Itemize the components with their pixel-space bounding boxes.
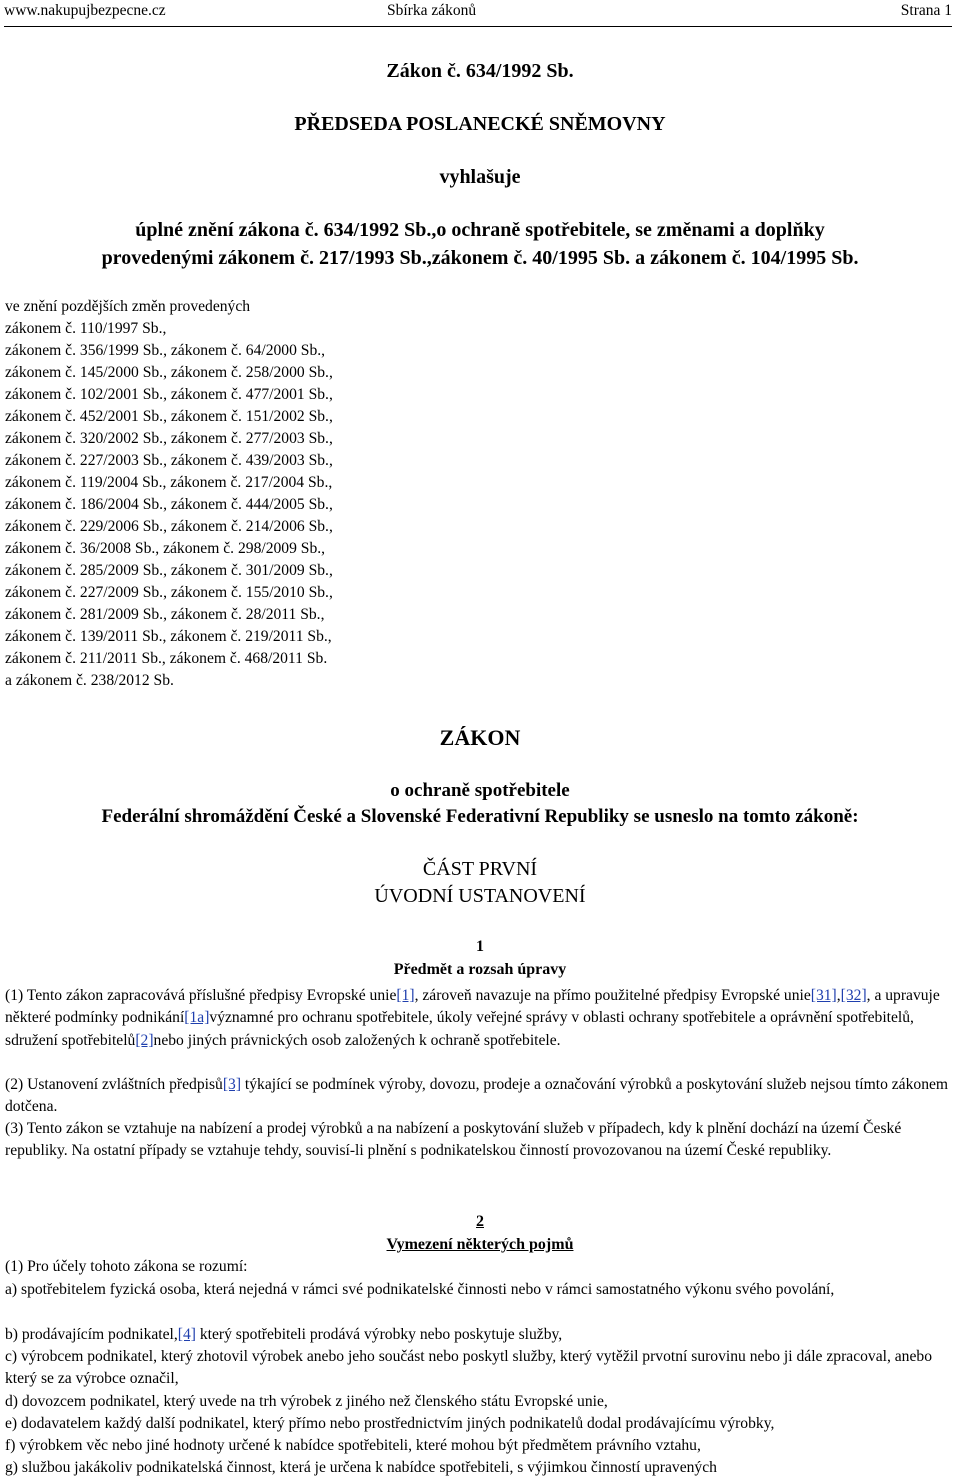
definition-g: g) službou jakákoliv podnikatelská činnost, která je určena k nabídce spotřebiteli, s výjimkou činností upravených <box>5 1459 717 1476</box>
issuer: PŘEDSEDA POSLANECKÉ SNĚMOVNY <box>294 113 666 135</box>
amendment-line: zákonem č. 36/2008 Sb., zákonem č. 298/2009 Sb., <box>5 540 326 557</box>
amendment-line: zákonem č. 227/2009 Sb., zákonem č. 155/2010 Sb., <box>5 584 333 601</box>
site-url[interactable]: www.nakupujbezpecne.cz <box>4 2 166 19</box>
definition-a: a) spotřebitelem fyzická osoba, která nejedná v rámci své podnikatelské činnosti nebo v rámci samostatného výkonu svého povolání, <box>5 1281 835 1298</box>
footnote-link[interactable]: [1a] <box>184 1009 210 1027</box>
amendment-line: a zákonem č. 238/2012 Sb. <box>5 672 174 689</box>
amendment-line: zákonem č. 110/1997 Sb., <box>5 320 167 337</box>
law-number: Zákon č. 634/1992 Sb. <box>386 60 574 82</box>
section-2-intro: (1) Pro účely tohoto zákona se rozumí: <box>5 1258 248 1275</box>
zakon-heading: ZÁKON <box>439 725 521 750</box>
amendment-line: zákonem č. 227/2003 Sb., zákonem č. 439/2003 Sb., <box>5 452 333 469</box>
collection-name: Sbírka zákonů <box>387 2 477 19</box>
amendment-line: zákonem č. 356/1999 Sb., zákonem č. 64/2000 Sb., <box>5 342 326 359</box>
definition-e: e) dodavatelem každý další podnikatel, který přímo nebo prostřednictvím jiných podnikatelů dodal prodávajícímu výrobky, <box>5 1415 775 1432</box>
section-1-paragraph-1: (1) Tento zákon zapracovává příslušné předpisy Evropské unie[1], zároveň navazuje na přímo použitelné předpisy Evropské unie[31],[32], a upravuje některé podmínky podnikání[1a]významné pro ochranu spotřebitele, úkoly veřejné správy v oblasti ochrany spotřebitele a oprávnění spotřebitelů, sdružení spotřebitelů[2]nebo jiných právnických osob založených k ochraně spotřebitele. <box>5 987 940 1049</box>
definition-d: d) dovozcem podnikatel, který uvede na trh výrobek z jiného než členského státu Evropské unie, <box>5 1393 608 1410</box>
page-header <box>4 2 952 24</box>
footnote-link[interactable]: [4] <box>177 1326 196 1343</box>
section-1-paragraph-2: (2) Ustanovení zvláštních předpisů[3] týkající se podmínek výroby, dovozu, prodeje a označování výrobků a poskytování služeb nejsou tímto zákonem dotčena. <box>5 1076 949 1116</box>
section-2-number[interactable]: 2 <box>476 1213 484 1230</box>
amendment-line: zákonem č. 320/2002 Sb., zákonem č. 277/2003 Sb., <box>5 430 333 447</box>
amendment-list <box>5 296 333 692</box>
part-title: ÚVODNÍ USTANOVENÍ <box>374 885 586 907</box>
law-subject: o ochraně spotřebitele <box>390 780 570 801</box>
section-1-number: 1 <box>476 938 484 955</box>
announces: vyhlašuje <box>439 166 521 188</box>
footnote-link[interactable]: [31] <box>810 987 837 1004</box>
amendment-line: zákonem č. 186/2004 Sb., zákonem č. 444/2005 Sb., <box>5 496 333 513</box>
definition-c: c) výrobcem podnikatel, který zhotovil výrobek anebo jeho součást nebo poskytl služby, který vytěžil prvotní surovinu nebo ji dále zpracoval, anebo který se za výrobce označil, <box>5 1348 932 1388</box>
definition-f: f) výrobkem věc nebo jiné hodnoty určené k nabídce spotřebiteli, které mohou být předmětem právního vztahu, <box>5 1437 701 1454</box>
footnote-link[interactable]: [2] <box>135 1031 154 1049</box>
enacting-clause: Federální shromáždění České a Slovenské Federativní Republiky se usneslo na tomto zákoně: <box>101 806 859 827</box>
full-text-line1: úplné znění zákona č. 634/1992 Sb.,o ochraně spotřebitele, se změnami a doplňky <box>135 219 825 241</box>
amendment-line: zákonem č. 285/2009 Sb., zákonem č. 301/2009 Sb., <box>5 562 333 579</box>
definition-b: b) prodávajícím podnikatel,[4] který spotřebiteli prodává výrobky nebo poskytuje služby, <box>5 1326 563 1343</box>
footnote-link[interactable]: [3] <box>222 1076 242 1093</box>
section-1-title: Předmět a rozsah úpravy <box>393 961 567 978</box>
amendment-line: zákonem č. 229/2006 Sb., zákonem č. 214/2006 Sb., <box>5 518 333 535</box>
section-1-paragraph-3: (3) Tento zákon se vztahuje na nabízení a prodej výrobků a na nabízení a poskytování služeb v případech, kdy k plnění dochází na území České republiky. Na ostatní případy se vztahuje tehdy, souvisí-li plnění s podnikatelskou činností provozovanou na území České republiky. <box>5 1120 902 1160</box>
amendment-line: zákonem č. 452/2001 Sb., zákonem č. 151/2002 Sb., <box>5 408 333 425</box>
page-number: Strana 1 <box>900 2 952 19</box>
full-text-line2: provedenými zákonem č. 217/1993 Sb.,zákonem č. 40/1995 Sb. a zákonem č. 104/1995 Sb. <box>101 247 859 269</box>
amendment-line: zákonem č. 119/2004 Sb., zákonem č. 217/2004 Sb., <box>5 474 333 491</box>
amendment-line: zákonem č. 281/2009 Sb., zákonem č. 28/2011 Sb., <box>5 606 325 623</box>
footnote-link[interactable]: [32] <box>840 987 867 1004</box>
section-2-title[interactable]: Vymezení některých pojmů <box>386 1236 574 1253</box>
header-rule <box>4 26 952 27</box>
amendment-line: zákonem č. 211/2011 Sb., zákonem č. 468/2011 Sb. <box>5 650 328 667</box>
amendment-line: zákonem č. 139/2011 Sb., zákonem č. 219/2011 Sb., <box>5 628 332 645</box>
footnote-link[interactable]: [1] <box>396 987 415 1004</box>
amendment-line: zákonem č. 145/2000 Sb., zákonem č. 258/2000 Sb., <box>5 364 333 381</box>
amendment-line: zákonem č. 102/2001 Sb., zákonem č. 477/2001 Sb., <box>5 386 333 403</box>
amendment-line: ve znění pozdějších změn provedených <box>5 298 251 315</box>
part-heading: ČÁST PRVNÍ <box>422 858 538 880</box>
